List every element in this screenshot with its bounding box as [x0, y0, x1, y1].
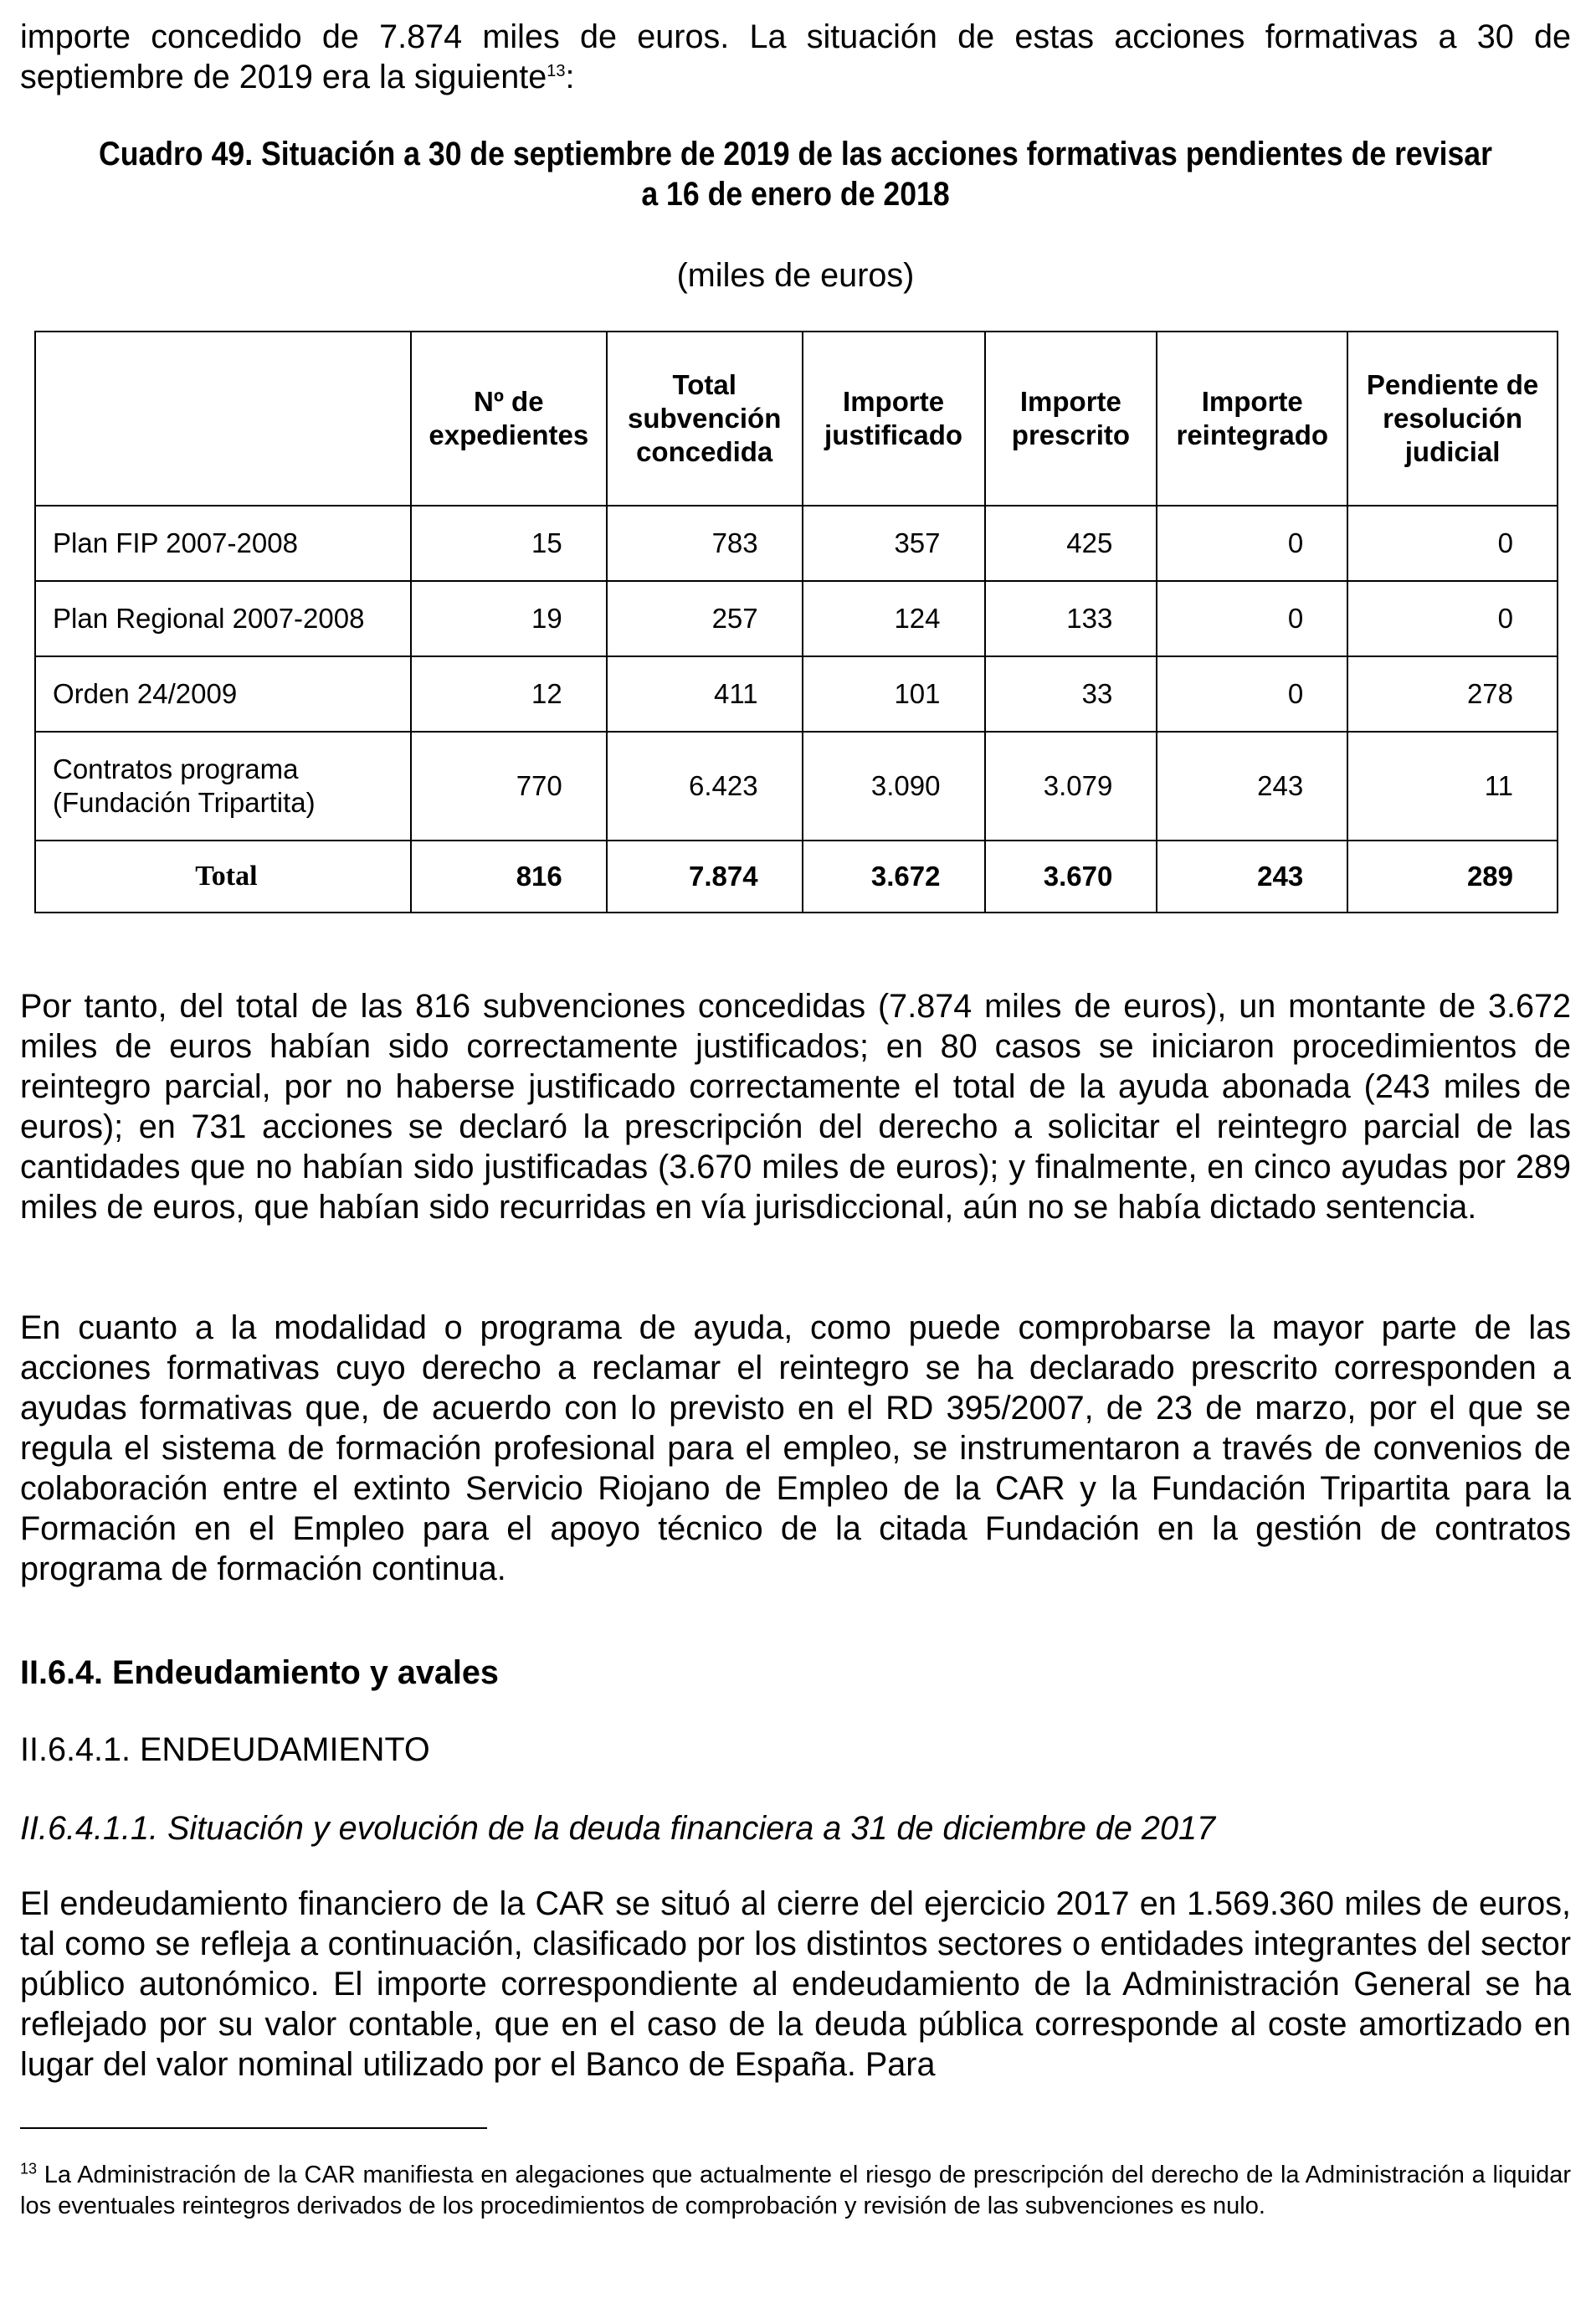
row-label: Plan Regional 2007-2008 [35, 581, 411, 656]
table-units: (miles de euros) [676, 257, 915, 294]
table-cell: 425 [985, 506, 1157, 581]
total-cell: 243 [1157, 841, 1347, 913]
table-cell: 19 [411, 581, 607, 656]
total-cell: 3.672 [803, 841, 985, 913]
header-cell: Total subvención concedida [607, 332, 803, 506]
table-cell: 15 [411, 506, 607, 581]
table-cell: 12 [411, 656, 607, 732]
table-cell: 357 [803, 506, 985, 581]
row-label: Contratos programa (Fundación Tripartita) [35, 732, 411, 841]
table-row [35, 581, 1558, 656]
table-cell: 6.423 [607, 732, 803, 841]
table-cell: 0 [1347, 506, 1558, 581]
body-paragraph: El endeudamiento financiero de la CAR se situó al cierre del ejercicio 2017 en 1.569.360 miles de euros, tal como se refleja a continuación, clasificado por los distintos sectores o entidades integrantes del sector público autonómico. El importe correspondiente al endeudamiento de la Administración General se ha reflejado por su valor contable, que en el caso de la deuda pública corresponde al coste amortizado en lugar del valor nominal utilizado por el Banco de España. Para [20, 1885, 1571, 2083]
table-cell: 783 [607, 506, 803, 581]
header-cell: Nº de expedientes [411, 332, 607, 506]
row-label: Orden 24/2009 [35, 656, 411, 732]
table-cell: 770 [411, 732, 607, 841]
intro-text: importe concedido de 7.874 miles de euros. La situación de estas acciones formativas a 30 de septiembre de 2019 era la siguiente [20, 18, 1571, 95]
table-cell: 257 [607, 581, 803, 656]
footnote [20, 2160, 1571, 2222]
table-cell: 33 [985, 656, 1157, 732]
intro-paragraph [20, 17, 1571, 97]
total-cell: 816 [411, 841, 607, 913]
table-row [35, 506, 1558, 581]
table-cell: 243 [1157, 732, 1347, 841]
section-heading: II.6.4. Endeudamiento y avales [20, 1654, 499, 1691]
footnote-text: La Administración de la CAR manifiesta en alegaciones que actualmente el riesgo de prescripción del derecho de la Administración a liquidar los eventuales reintegros derivados de los procedimientos de comprobación y revisión de las subvenciones es nulo. [20, 2162, 1571, 2219]
header-cell: Importe reintegrado [1157, 332, 1347, 506]
header-cell [35, 332, 411, 506]
table-total-row [35, 841, 1558, 913]
table-cell: 278 [1347, 656, 1558, 732]
header-cell: Importe prescrito [985, 332, 1157, 506]
subsection-heading: II.6.4.1. ENDEUDAMIENTO [20, 1731, 430, 1768]
total-cell: 3.670 [985, 841, 1157, 913]
table-row [35, 656, 1558, 732]
subsubsection-heading: II.6.4.1.1. Situación y evolución de la deuda financiera a 31 de diciembre de 2017 [20, 1810, 1215, 1847]
intro-tail: : [565, 59, 575, 95]
footnote-number: 13 [20, 2160, 38, 2177]
body-paragraph: En cuanto a la modalidad o programa de ayuda, como puede comprobarse la mayor parte de las acciones formativas cuyo derecho a reclamar el reintegro se ha declarado prescrito corresponden a ayudas formativas que, de acuerdo con lo previsto en el RD 395/2007, de 23 de marzo, por el que se regula el sistema de formación profesional para el empleo, se instrumentaron a través de convenios de colaboración entre el extinto Servicio Riojano de Empleo de la CAR y la Fundación Tripartita para la Formación en el Empleo para el apoyo técnico de la citada Fundación en la gestión de contratos programa de formación continua. [20, 1309, 1571, 1587]
table-cell: 0 [1157, 581, 1347, 656]
header-cell: Importe justificado [803, 332, 985, 506]
data-table [34, 331, 1558, 913]
table-cell: 133 [985, 581, 1157, 656]
table-cell: 101 [803, 656, 985, 732]
table-cell: 0 [1347, 581, 1558, 656]
total-cell: 7.874 [607, 841, 803, 913]
table-cell: 124 [803, 581, 985, 656]
table-cell: 3.090 [803, 732, 985, 841]
table-caption: Cuadro 49. Situación a 30 de septiembre de 2019 de las acciones formativas pendientes de revisar a 16 de enero de 2018 [99, 136, 1492, 213]
total-label: Total [35, 841, 411, 913]
body-paragraph: Por tanto, del total de las 816 subvenciones concedidas (7.874 miles de euros), un montante de 3.672 miles de euros habían sido correctamente justificados; en 80 casos se iniciaron procedimientos de reintegro parcial, por no haberse justificado correctamente el total de la ayuda abonada (243 miles de euros); en 731 acciones se declaró la prescripción del derecho a solicitar el reintegro parcial de las cantidades que no habían sido justificadas (3.670 miles de euros); y finalmente, en cinco ayudas por 289 miles de euros, que habían sido recurridas en vía jurisdiccional, aún no se había dictado sentencia. [20, 988, 1571, 1226]
header-cell: Pendiente de resolución judicial [1347, 332, 1558, 506]
table-cell: 0 [1157, 656, 1347, 732]
table-cell: 0 [1157, 506, 1347, 581]
total-cell: 289 [1347, 841, 1558, 913]
table-cell: 411 [607, 656, 803, 732]
table-cell: 11 [1347, 732, 1558, 841]
table-row [35, 732, 1558, 841]
footnote-divider [20, 2127, 487, 2129]
table-cell: 3.079 [985, 732, 1157, 841]
row-label: Plan FIP 2007-2008 [35, 506, 411, 581]
footnote-reference[interactable]: 13 [547, 61, 566, 80]
table-header-row [35, 332, 1558, 506]
